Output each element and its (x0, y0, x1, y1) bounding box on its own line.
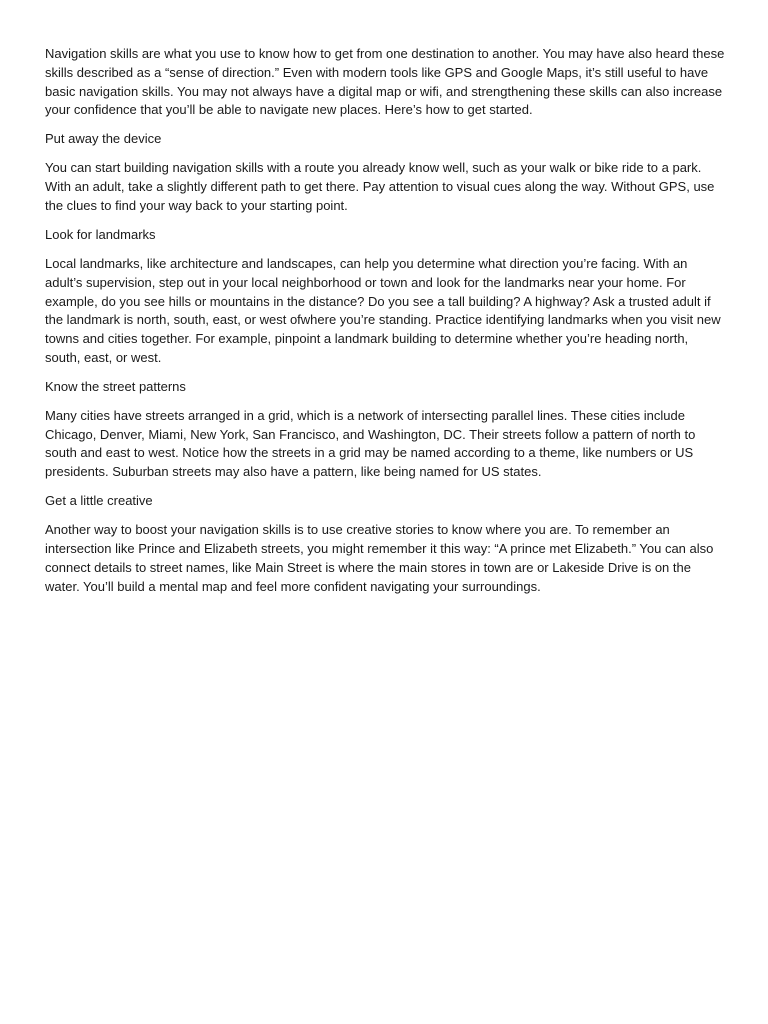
section-heading-street-patterns: Know the street patterns (45, 378, 186, 394)
section-paragraph-street-patterns: Many cities have streets arranged in a grid, which is a network of intersecting parallel lines. These cities include Chicago, Denver, Miami, New York, San Francisco, and Washington, DC. Their streets follow a pattern of north to south and east to west. Notice how the streets in a grid may be named according to a theme, like numbers or US presidents. Suburban streets may also have a pattern, like being named for US states. (45, 407, 696, 480)
section-paragraph-put-away-device: You can start building navigation skills with a route you already know well, such as your walk or bike ride to a park. With an adult, take a slightly different path to get there. Pay attention to visual cues along the way. Without GPS, use the clues to find your way back to your starting point. (45, 160, 715, 213)
intro-paragraph: Navigation skills are what you use to know how to get from one destination to another. You may have also heard these skills described as a “sense of direction.” Even with modern tools like GPS and Google Maps, it’s still useful to have basic navigation skills. You may not always have a digital map or wifi, and strengthening these skills can also increase your confidence that you’ll be able to navigate new places. Here’s how to get started. (45, 46, 725, 118)
section-heading-get-creative: Get a little creative (45, 493, 153, 509)
section-paragraph-get-creative: Another way to boost your navigation skills is to use creative stories to know where you are. To remember an intersection like Prince and Elizabeth streets, you might remember it this way: “A prince met Elizabeth.” You can also connect details to street names, like Main Street is where the main stores in town are or Lakeside Drive is on the water. You’ll build a mental map and feel more confident navigating your surroundings. (45, 522, 714, 594)
document-body (45, 45, 725, 607)
section-paragraph-look-for-landmarks: Local landmarks, like architecture and landscapes, can help you determine what direction you’re facing. With an adult’s supervision, step out in your local neighborhood or town and look for the landmarks near your home. For example, do you see hills or mountains in the distance? Do you see a tall building? A highway? Ask a trusted adult if the landmark is north, south, east, or west ofwhere you’re standing. Practice identifying landmarks when you visit new towns and cities together. For example, pinpoint a landmark building to determine whether you’re heading north, south, east, or west. (45, 255, 721, 365)
section-heading-put-away-device: Put away the device (45, 131, 162, 147)
section-heading-look-for-landmarks: Look for landmarks (45, 226, 156, 242)
